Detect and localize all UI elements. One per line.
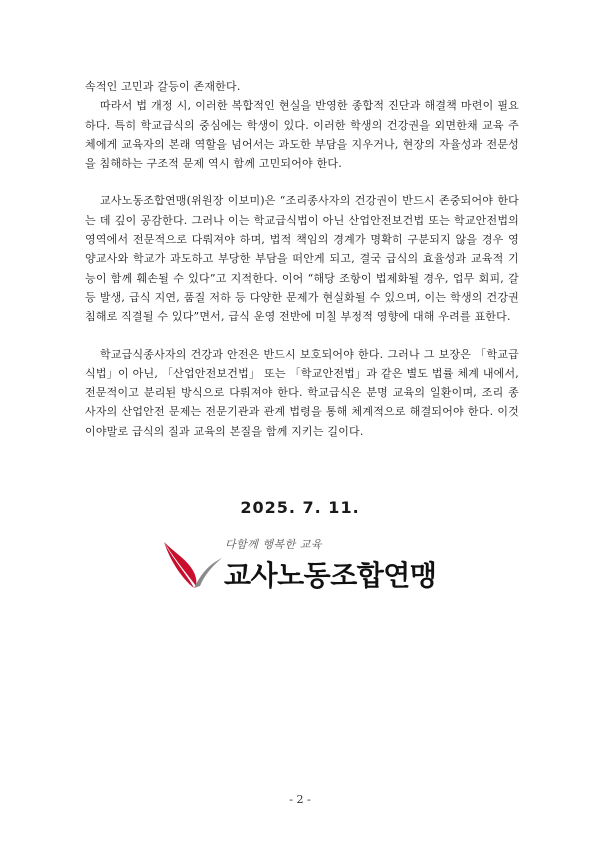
paragraph-2: 따라서 법 개정 시, 이러한 복합적인 현실을 반영한 종합적 진단과 해결책 마련이 필요하다. 특히 학교급식의 중심에는 학생이 있다. 이러한 학생의 건강권을 외면한채 교육 주체에게 교육자의 본래 역할을 넘어서는 과도한 부담을 지우거나, 현장의 자율성과 전문성을 침해하는 구조적 문제 역시 함께 고민되어야 한다. [85,99,519,171]
logo-org-name: 교사노동조합연맹 [224,559,437,592]
body-text [85,77,519,441]
union-logo [158,536,448,594]
paragraph-3: 교사노동조합연맹(위원장 이보미)은 “조리종사자의 건강권이 반드시 존중되어야 한다는 데 깊이 공감한다. 그러나 이는 학교급식법이 아닌 산업안전보건법 또는 학교안전법의 영역에서 전문적으로 다뤄져야 하며, 법적 책임의 경계가 명확히 구분되지 않을 경우 영양교사와 학교가 과도하고 부당한 부담을 떠안게 되고, 결국 급식의 효율성과 교육적 기능이 함께 훼손될 수 있다”고 지적한다. 이어 “해당 조항이 법제화될 경우, 업무 회피, 갈등 발생, 급식 지연, 품질 저하 등 다양한 문제가 현실화될 수 있으며, 이는 학생의 건강권 침해로 직결될 수 있다”면서, 급식 운영 전반에 미칠 부정적 영향에 대해 우려를 표한다. [85,194,519,324]
logo-slogan: 다함께 행복한 교육 [225,538,323,551]
issue-date: 2025. 7. 11. [240,498,360,517]
page-number: - 2 - [289,793,311,806]
paragraph-4: 학교급식종사자의 건강과 안전은 반드시 보호되어야 한다. 그러나 그 보장은 「학교급식법」이 아닌, 「산업안전보건법」 또는 「학교안전법」과 같은 별도 법률 체계 내에서, 전문적이고 분리된 방식으로 다뤄져야 한다. 학교급식은 분명 교육의 일환이며, 조리 종사자의 산업안전 문제는 전문기관과 관계 법령을 통해 체계적으로 해결되어야 한다. 이것이야말로 급식의 질과 교육의 본질을 함께 지키는 길이다. [85,347,519,438]
paragraph-1: 속적인 고민과 갈등이 존재한다. [85,80,241,93]
swoosh-logo-icon [158,536,228,594]
